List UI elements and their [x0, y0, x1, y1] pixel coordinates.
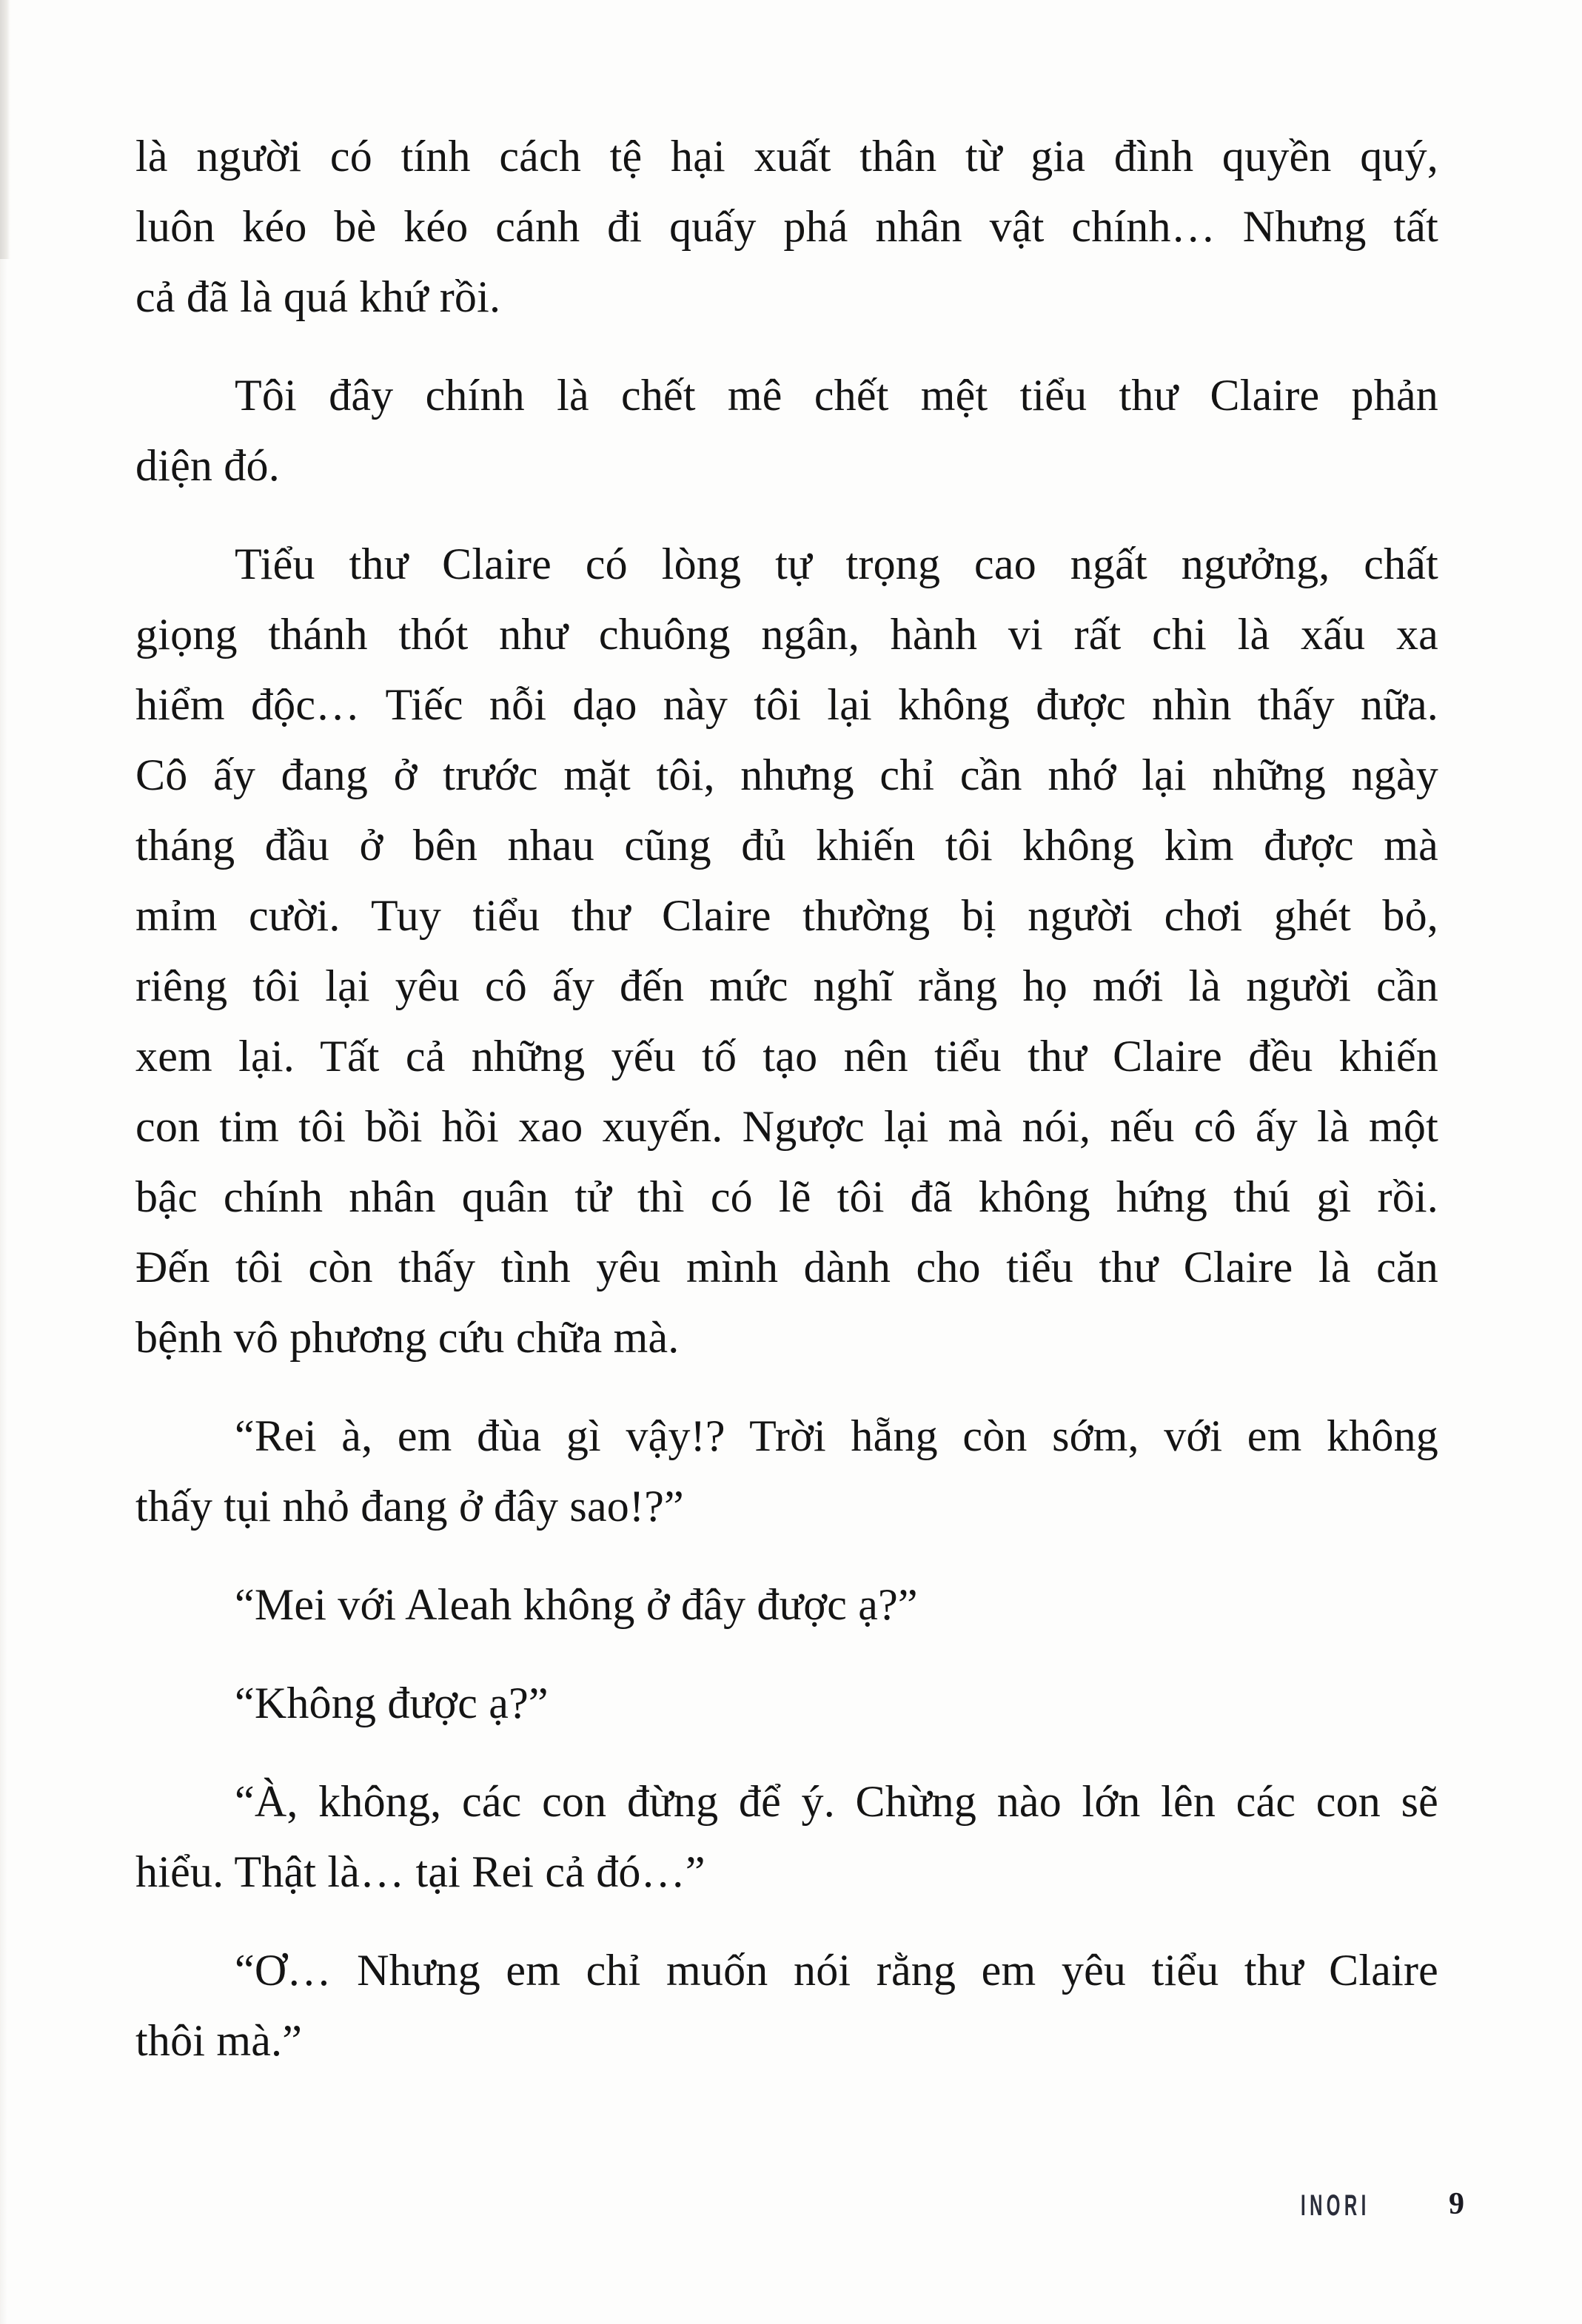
text-line: “Không được ạ?”: [235, 1679, 549, 1727]
text-line: là người có tính cách tệ hại xuất thân từ gia đình quyền quý,: [135, 132, 1438, 181]
text-line: Đến tôi còn thấy tình yêu mình dành cho tiểu thư Claire là căn: [135, 1243, 1438, 1292]
page-gutter-shadow: [0, 0, 10, 259]
text-line: thấy tụi nhỏ đang ở đây sao!?”: [135, 1482, 684, 1531]
dialogue-paragraph: [135, 1767, 1438, 1907]
text-line: “Rei à, em đùa gì vậy!? Trời hẵng còn sớm, với em không: [235, 1411, 1438, 1460]
running-head: INORI: [1301, 2189, 1370, 2222]
page-number: 9: [1449, 2187, 1464, 2221]
dialogue-paragraph: [135, 1668, 1438, 1739]
text-line: cả đã là quá khứ rồi.: [135, 272, 501, 321]
paragraph: [135, 360, 1438, 501]
dialogue-paragraph: [135, 1401, 1438, 1542]
page-body: [135, 121, 1438, 2076]
text-line: tháng đầu ở bên nhau cũng đủ khiến tôi không kìm được mà: [135, 821, 1438, 870]
page-gutter-shadow-lower: [0, 259, 7, 2324]
page-footer: [1301, 2183, 1478, 2228]
dialogue-paragraph: [135, 1935, 1438, 2076]
text-line: hiểu. Thật là… tại Rei cả đó…”: [135, 1847, 705, 1896]
text-line: diện đó.: [135, 441, 280, 490]
text-line: bậc chính nhân quân tử thì có lẽ tôi đã không hứng thú gì rồi.: [135, 1172, 1438, 1221]
dialogue-paragraph: [135, 1570, 1438, 1640]
text-line: “Mei với Aleah không ở đây được ạ?”: [235, 1580, 918, 1629]
text-line: Tôi đây chính là chết mê chết mệt tiểu thư Claire phản: [235, 371, 1438, 420]
text-line: luôn kéo bè kéo cánh đi quấy phá nhân vật chính… Nhưng tất: [135, 202, 1438, 251]
text-line: Cô ấy đang ở trước mặt tôi, nhưng chỉ cần nhớ lại những ngày: [135, 750, 1438, 799]
paragraph: [135, 529, 1438, 1373]
paragraph: [135, 121, 1438, 332]
text-line: xem lại. Tất cả những yếu tố tạo nên tiểu thư Claire đều khiến: [135, 1032, 1438, 1081]
text-line: mỉm cười. Tuy tiểu thư Claire thường bị người chơi ghét bỏ,: [135, 891, 1438, 940]
text-line: Tiểu thư Claire có lòng tự trọng cao ngất ngưởng, chất: [235, 540, 1438, 588]
text-line: riêng tôi lại yêu cô ấy đến mức nghĩ rằng họ mới là người cần: [135, 961, 1438, 1010]
text-line: “À, không, các con đừng để ý. Chừng nào lớn lên các con sẽ: [235, 1777, 1438, 1826]
text-line: “Ơ… Nhưng em chỉ muốn nói rằng em yêu tiểu thư Claire: [235, 1946, 1438, 1995]
text-line: hiểm độc… Tiếc nỗi dạo này tôi lại không được nhìn thấy nữa.: [135, 680, 1438, 729]
text-line: giọng thánh thót như chuông ngân, hành vi rất chi là xấu xa: [135, 610, 1438, 659]
text-line: con tim tôi bồi hồi xao xuyến. Ngược lại mà nói, nếu cô ấy là một: [135, 1102, 1438, 1151]
text-line: thôi mà.”: [135, 2016, 303, 2065]
text-line: bệnh vô phương cứu chữa mà.: [135, 1313, 680, 1362]
